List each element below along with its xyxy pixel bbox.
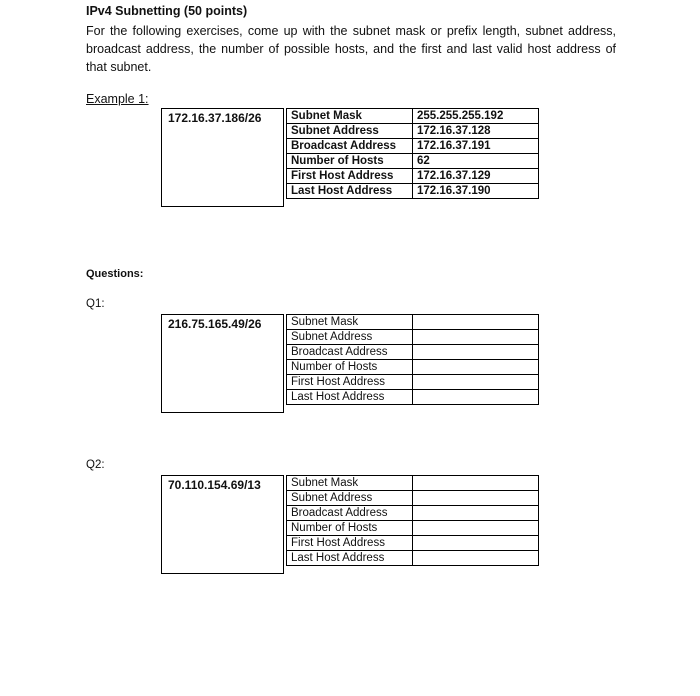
row-value: 255.255.255.192 bbox=[413, 109, 539, 124]
question-2-table bbox=[286, 475, 539, 566]
question-1-ip-address: 216.75.165.49/26 bbox=[168, 317, 262, 331]
answer-cell[interactable] bbox=[413, 315, 539, 330]
table-row bbox=[287, 169, 539, 184]
answer-cell[interactable] bbox=[413, 330, 539, 345]
answer-cell[interactable] bbox=[413, 390, 539, 405]
example-details-table bbox=[286, 108, 539, 199]
row-label: Broadcast Address bbox=[287, 506, 413, 521]
row-label: First Host Address bbox=[287, 536, 413, 551]
row-label: Number of Hosts bbox=[287, 521, 413, 536]
row-value: 172.16.37.190 bbox=[413, 184, 539, 199]
row-label: Broadcast Address bbox=[287, 345, 413, 360]
table-row bbox=[287, 124, 539, 139]
row-label: Last Host Address bbox=[287, 184, 413, 199]
answer-cell[interactable] bbox=[413, 375, 539, 390]
row-label: Subnet Mask bbox=[287, 315, 413, 330]
table-row bbox=[287, 506, 539, 521]
table-row bbox=[287, 139, 539, 154]
question-2-label: Q2: bbox=[86, 459, 105, 471]
row-label: First Host Address bbox=[287, 375, 413, 390]
row-value: 172.16.37.191 bbox=[413, 139, 539, 154]
row-value: 172.16.37.128 bbox=[413, 124, 539, 139]
question-2-ip-address: 70.110.154.69/13 bbox=[168, 478, 261, 492]
row-label: Last Host Address bbox=[287, 390, 413, 405]
row-label: Subnet Address bbox=[287, 330, 413, 345]
row-label: Last Host Address bbox=[287, 551, 413, 566]
row-label: First Host Address bbox=[287, 169, 413, 184]
question-1-table bbox=[286, 314, 539, 405]
row-label: Subnet Address bbox=[287, 491, 413, 506]
answer-cell[interactable] bbox=[413, 536, 539, 551]
table-row bbox=[287, 390, 539, 405]
table-row bbox=[287, 476, 539, 491]
table-row bbox=[287, 536, 539, 551]
table-row bbox=[287, 491, 539, 506]
table-row bbox=[287, 375, 539, 390]
table-row bbox=[287, 109, 539, 124]
row-label: Broadcast Address bbox=[287, 139, 413, 154]
example-ip-box bbox=[161, 108, 284, 207]
example-block bbox=[161, 108, 538, 209]
row-label: Subnet Mask bbox=[287, 109, 413, 124]
table-row bbox=[287, 521, 539, 536]
table-row bbox=[287, 551, 539, 566]
row-label: Number of Hosts bbox=[287, 360, 413, 375]
table-row bbox=[287, 184, 539, 199]
table-row bbox=[287, 345, 539, 360]
answer-cell[interactable] bbox=[413, 345, 539, 360]
answer-cell[interactable] bbox=[413, 521, 539, 536]
answer-cell[interactable] bbox=[413, 551, 539, 566]
question-1-block bbox=[161, 314, 538, 415]
document-title: IPv4 Subnetting (50 points) bbox=[86, 4, 248, 18]
row-label: Subnet Address bbox=[287, 124, 413, 139]
table-row bbox=[287, 330, 539, 345]
table-row bbox=[287, 315, 539, 330]
table-row bbox=[287, 360, 539, 375]
instructions-paragraph: For the following exercises, come up with the subnet mask or prefix length, subnet address, broadcast address, the number of possible hosts, and the first and last valid host address of that subnet. bbox=[86, 24, 616, 74]
example-label: Example 1: bbox=[86, 92, 149, 106]
answer-cell[interactable] bbox=[413, 491, 539, 506]
answer-cell[interactable] bbox=[413, 506, 539, 521]
answer-cell[interactable] bbox=[413, 476, 539, 491]
question-1-label: Q1: bbox=[86, 298, 105, 310]
example-ip-address: 172.16.37.186/26 bbox=[168, 111, 262, 125]
question-2-ip-box bbox=[161, 475, 284, 574]
row-value: 172.16.37.129 bbox=[413, 169, 539, 184]
question-2-block bbox=[161, 475, 538, 576]
row-label: Subnet Mask bbox=[287, 476, 413, 491]
row-value: 62 bbox=[413, 154, 539, 169]
questions-heading: Questions: bbox=[86, 268, 144, 280]
table-row bbox=[287, 154, 539, 169]
answer-cell[interactable] bbox=[413, 360, 539, 375]
row-label: Number of Hosts bbox=[287, 154, 413, 169]
question-1-ip-box bbox=[161, 314, 284, 413]
